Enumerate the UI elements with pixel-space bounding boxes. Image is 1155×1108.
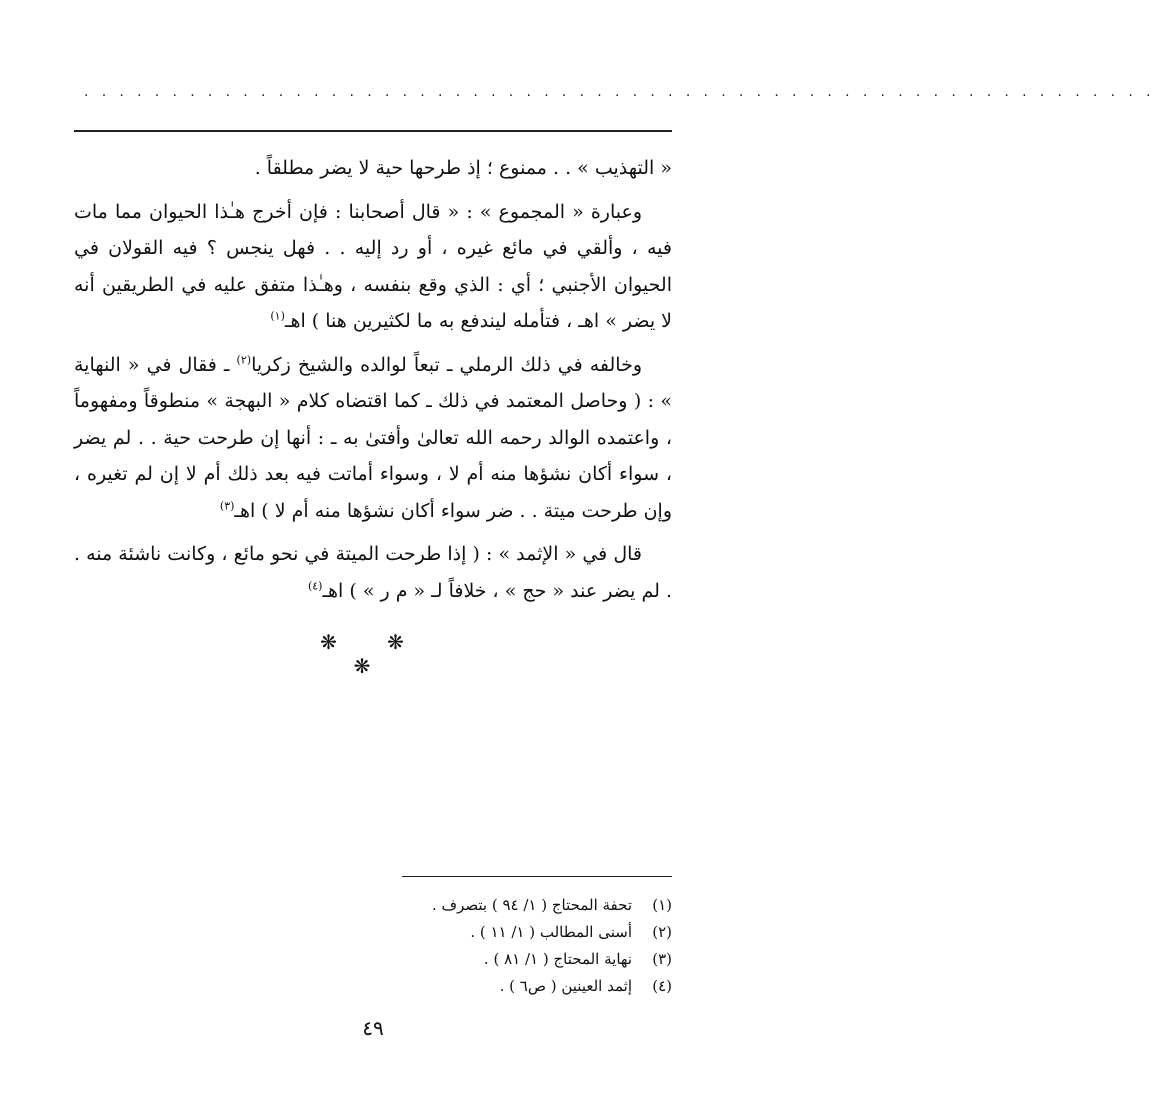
footnote-number: (٤) xyxy=(652,977,672,995)
footnote-rule xyxy=(402,876,672,877)
paragraph-3-text-a: وخالفه في ذلك الرملي ـ تبعاً لوالده والشيخ زكريا xyxy=(251,353,643,376)
footnote-4 xyxy=(300,973,672,1000)
footnotes xyxy=(300,892,672,1000)
paragraph-4-text: قال في « الإثمد » : ( إذا طرحت الميتة في نحو مائع ، وكانت ناشئة منه . . لم يضر عند « حج » ، خلافاً لـ « م ر » ) اهـ xyxy=(74,543,672,602)
header-rule xyxy=(74,130,672,132)
paragraph-3-text-b: ـ فقال في « النهاية » : ( وحاصل المعتمد في ذلك ـ كما اقتضاه كلام « البهجة » منطوقاً ومفهوماً ، واعتمده الوالد رحمه الله تعالىٰ وأفتىٰ به ـ : أنها إن طرحت حية . . لم يضر ، سواء أكان نشؤها منه أم لا ، وسواء أماتت فيه بعد ذلك أم لا إن لم تغيره ، وإن طرحت ميتة . . ضر سواء أكان نشؤها منه أم لا ) اهـ xyxy=(74,353,672,522)
footnote-ref-4[interactable]: (٤) xyxy=(307,579,323,593)
footnote-text: إثمد العينين ( ص٦ ) . xyxy=(499,977,632,995)
footnote-2 xyxy=(300,919,672,946)
paragraph-2-text: وعبارة « المجموع » : « قال أصحابنا : فإن أخرج هـٰذا الحيوان مما مات فيه ، وألقي في مائع غيره ، أو رد إليه . . فهل ينجس ؟ فيه القولان في الحيوان الأجنبي ؛ أي : الذي وقع بنفسه ، وهـٰذا متفق عليه في الطريقين أنه لا يضر » اهـ ، فتأمله ليندفع به ما لكثيرين هنا ) اهـ xyxy=(74,200,672,332)
running-header-dots: . . . . . . . . . . . . . . . . . . . . . . . . . . . . . . . . . . . . . . . . . . . . . . . . . . . . . . . . . . . . . xyxy=(84,84,1155,100)
footnote-1 xyxy=(300,892,672,919)
page-number: ٤٩ xyxy=(362,1016,384,1040)
footnote-ref-3[interactable]: (٣) xyxy=(219,499,235,513)
footnote-number: (٢) xyxy=(652,923,672,941)
paragraph-2 xyxy=(74,194,672,340)
footnote-number: (٣) xyxy=(652,950,672,968)
paragraph-1-text: « التهذيب » . . ممنوع ؛ إذ طرحها حية لا يضر مطلقاً . xyxy=(254,157,672,179)
footnote-text: نهاية المحتاج ( ١/ ٨١ ) . xyxy=(483,950,632,968)
footnote-text: تحفة المحتاج ( ١/ ٩٤ ) بتصرف . xyxy=(432,896,632,914)
footnote-ref-2[interactable]: (٢) xyxy=(236,353,252,367)
paragraph-3 xyxy=(74,347,672,530)
footnote-text: أسنى المطالب ( ١/ ١١ ) . xyxy=(470,923,632,941)
paragraph-1 xyxy=(74,150,672,187)
section-ornament: ❋ ❋ ❋ xyxy=(320,630,426,678)
footnote-ref-1[interactable]: (١) xyxy=(270,309,285,323)
paragraph-4 xyxy=(74,536,672,609)
footnote-3 xyxy=(300,946,672,973)
body-text xyxy=(74,150,672,616)
footnote-number: (١) xyxy=(652,896,672,914)
